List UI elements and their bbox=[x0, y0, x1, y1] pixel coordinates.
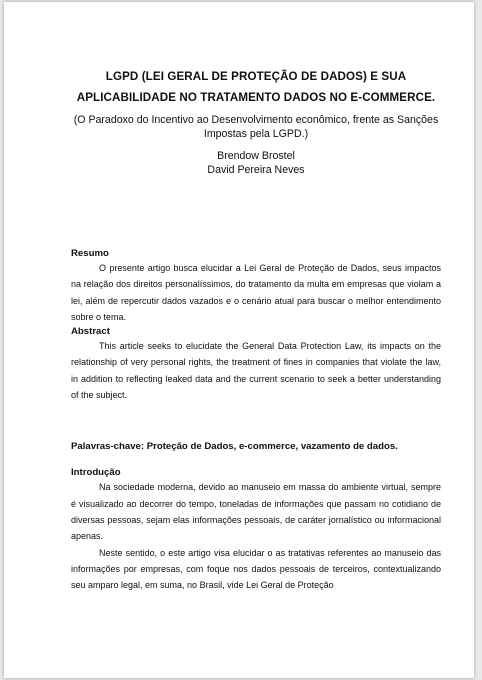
resumo-section bbox=[71, 247, 441, 325]
abstract-section bbox=[71, 325, 441, 403]
author-name: David Pereira Neves bbox=[207, 164, 305, 176]
paper-subtitle: (O Paradoxo do Incentivo ao Desenvolvimento econômico, frente as Sanções Impostas pela LGPD.) bbox=[73, 114, 439, 140]
page-content bbox=[71, 66, 441, 593]
introducao-section bbox=[71, 466, 441, 593]
author-name: Brendow Brostel bbox=[217, 150, 295, 162]
abstract-heading: Abstract bbox=[71, 326, 110, 338]
resumo-heading: Resumo bbox=[71, 248, 109, 259]
resumo-text: O presente artigo busca elucidar a Lei Geral de Proteção de Dados, seus impactos na relação dos direitos personalíssimos, do tratamento da multa em empresas que violam a lei, além de repercutir dados vazados e o cenário atual para buscar o melhor entendimento sobre o tema. bbox=[71, 263, 441, 322]
introducao-paragraph: Na sociedade moderna, devido ao manuseio em massa do ambiente virtual, sempre é visualizado ao decorrer do tempo, toneladas de informações que passam no cotidiano de diversas pessoas, sejam elas informações pessoais, de caráter jornalístico ou informacional apenas. bbox=[71, 482, 441, 542]
keywords: Palavras-chave: Proteção de Dados, e-commerce, vazamento de dados. bbox=[71, 441, 398, 453]
introducao-heading: Introdução bbox=[71, 467, 121, 479]
abstract-text: This article seeks to elucidate the General Data Protection Law, its impacts on the relationship of very personal rights, the treatment of fines in companies that violate the law, in addition to reflecting leaked data and the current scenario to seek a better understanding of the subject. bbox=[71, 341, 441, 401]
author-list bbox=[71, 149, 441, 177]
paper-title: LGPD (LEI GERAL DE PROTEÇÃO DE DADOS) E SUA APLICABILIDADE NO TRATAMENTO DADOS NO E-COMMERCE. bbox=[76, 70, 436, 104]
document-page bbox=[4, 2, 474, 678]
introducao-paragraph: Neste sentido, o este artigo visa elucidar o as tratativas referentes ao manuseio das informações por empresas, com foque nos dados pessoais de terceiros, contextualizando seu amparo legal, em suma, no Brasil, vide Lei Geral de Proteção bbox=[71, 547, 441, 591]
